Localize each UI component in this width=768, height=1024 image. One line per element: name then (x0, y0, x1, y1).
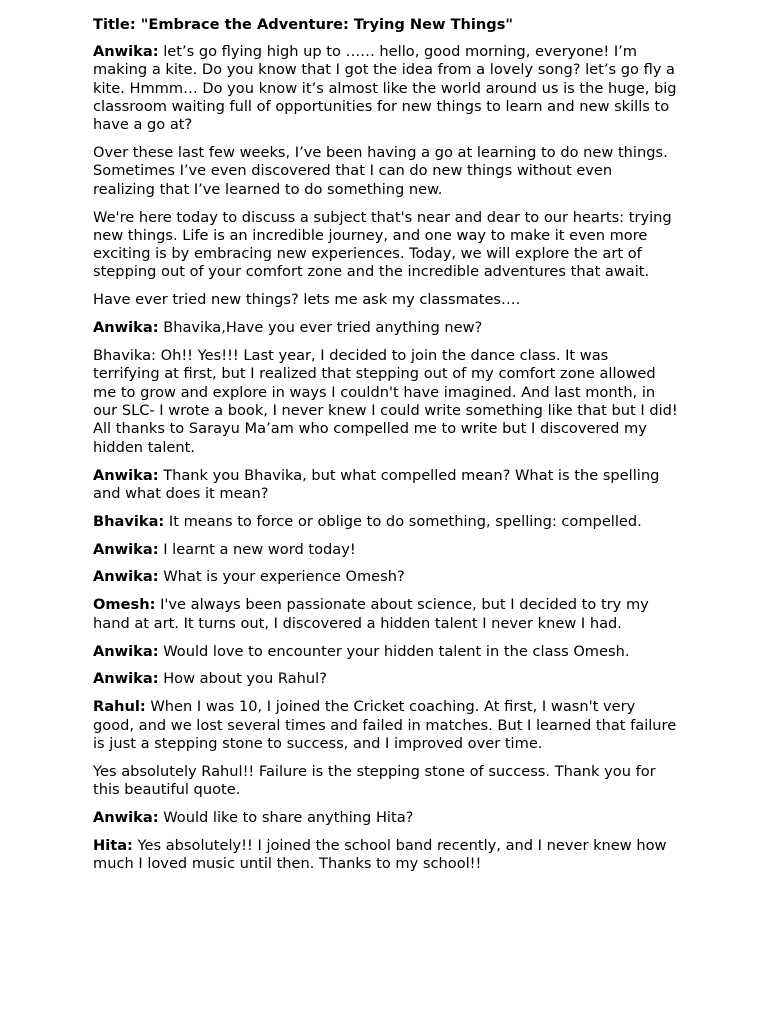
paragraph-text: When I was 10, I joined the Cricket coaching. At first, I wasn't very good, and we lost several times and failed in matches. But I learned that failure is just a stepping stone to success, and I improved over time. (93, 698, 677, 752)
speaker-name: Rahul: (93, 698, 146, 716)
paragraph-text: Have ever tried new things? lets me ask my classmates…. (93, 291, 521, 309)
speaker-name: Anwika: (93, 466, 159, 484)
document-title: Title: "Embrace the Adventure: Trying New Things" (93, 16, 514, 33)
speaker-name: Anwika: (93, 670, 159, 688)
paragraph-text: Bhavika: Oh!! Yes!!! Last year, I decided to join the dance class. It was terrifying at first, but I realized that stepping out of my comfort zone allowed me to grow and explore in ways I couldn't have imagined. And last month, in our SLC- I wrote a book, I never knew I could write something like that but I did! All thanks to Sarayu Ma’am who compelled me to write but I discovered my hidden talent. (93, 347, 678, 456)
paragraph-13 (93, 670, 678, 688)
paragraph-17 (93, 837, 678, 874)
paragraph-7 (93, 467, 678, 504)
paragraph-text: Over these last few weeks, I’ve been having a go at learning to do new things. Sometimes I’ve even discovered that I can do new things without even realizing that I’ve learned to do something new. (93, 144, 668, 198)
paragraph-4 (93, 291, 678, 309)
speaker-name: Bhavika: (93, 512, 165, 530)
paragraph-6 (93, 347, 678, 457)
paragraph-5 (93, 319, 678, 337)
paragraph-14 (93, 698, 678, 753)
paragraph-text: Bhavika,Have you ever tried anything new? (158, 319, 483, 337)
paragraph-1 (93, 43, 678, 134)
speaker-name: Anwika: (93, 43, 159, 60)
speaker-name: Anwika: (93, 319, 159, 337)
paragraph-11 (93, 596, 678, 633)
paragraph-10 (93, 568, 678, 586)
paragraph-text: How about you Rahul? (158, 670, 327, 688)
paragraph-text: I've always been passionate about science, but I decided to try my hand at art. It turns out, I discovered a hidden talent I never knew I had. (93, 596, 649, 632)
paragraph-12 (93, 643, 678, 661)
paragraph-9 (93, 541, 678, 559)
paragraph-text: Thank you Bhavika, but what compelled mean? What is the spelling and what does it mean? (93, 466, 660, 502)
paragraph-15 (93, 763, 678, 800)
paragraph-3 (93, 209, 678, 282)
paragraph-16 (93, 809, 678, 827)
speaker-name: Anwika: (93, 540, 159, 558)
paragraph-text: It means to force or oblige to do something, spelling: compelled. (164, 512, 642, 530)
speaker-name: Anwika: (93, 642, 159, 660)
paragraph-text: Yes absolutely Rahul!! Failure is the stepping stone of success. Thank you for this beautiful quote. (93, 762, 656, 799)
paragraph-text: Would like to share anything Hita? (158, 809, 414, 826)
paragraph-text: What is your experience Omesh? (158, 568, 405, 586)
paragraph-2 (93, 144, 678, 199)
paragraph-text: Would love to encounter your hidden talent in the class Omesh. (158, 642, 630, 660)
speaker-name: Omesh: (93, 596, 156, 614)
paragraph-text: I learnt a new word today! (158, 540, 356, 558)
speaker-name: Anwika: (93, 568, 159, 586)
speaker-name: Anwika: (93, 809, 159, 826)
paragraph-8 (93, 513, 678, 531)
paragraph-text: We're here today to discuss a subject that's near and dear to our hearts: trying new things. Life is an incredible journey, and one way to make it even more exciting is by embracing new experiences. Today, we will explore the art of stepping out of your comfort zone and the incredible adventures that await. (93, 208, 672, 281)
paragraph-text: let’s go flying high up to …… hello, good morning, everyone! I’m making a kite. Do you know that I got the idea from a lovely song? let’s go fly a kite. Hmmm… Do you know it’s almost like the world around us is the huge, big classroom waiting full of opportunities for new things to learn and new skills to have a go at? (93, 43, 677, 134)
paragraph-text: Yes absolutely!! I joined the school band recently, and I never knew how much I loved music until then. Thanks to my school!! (93, 836, 667, 873)
speaker-name: Hita: (93, 836, 133, 854)
